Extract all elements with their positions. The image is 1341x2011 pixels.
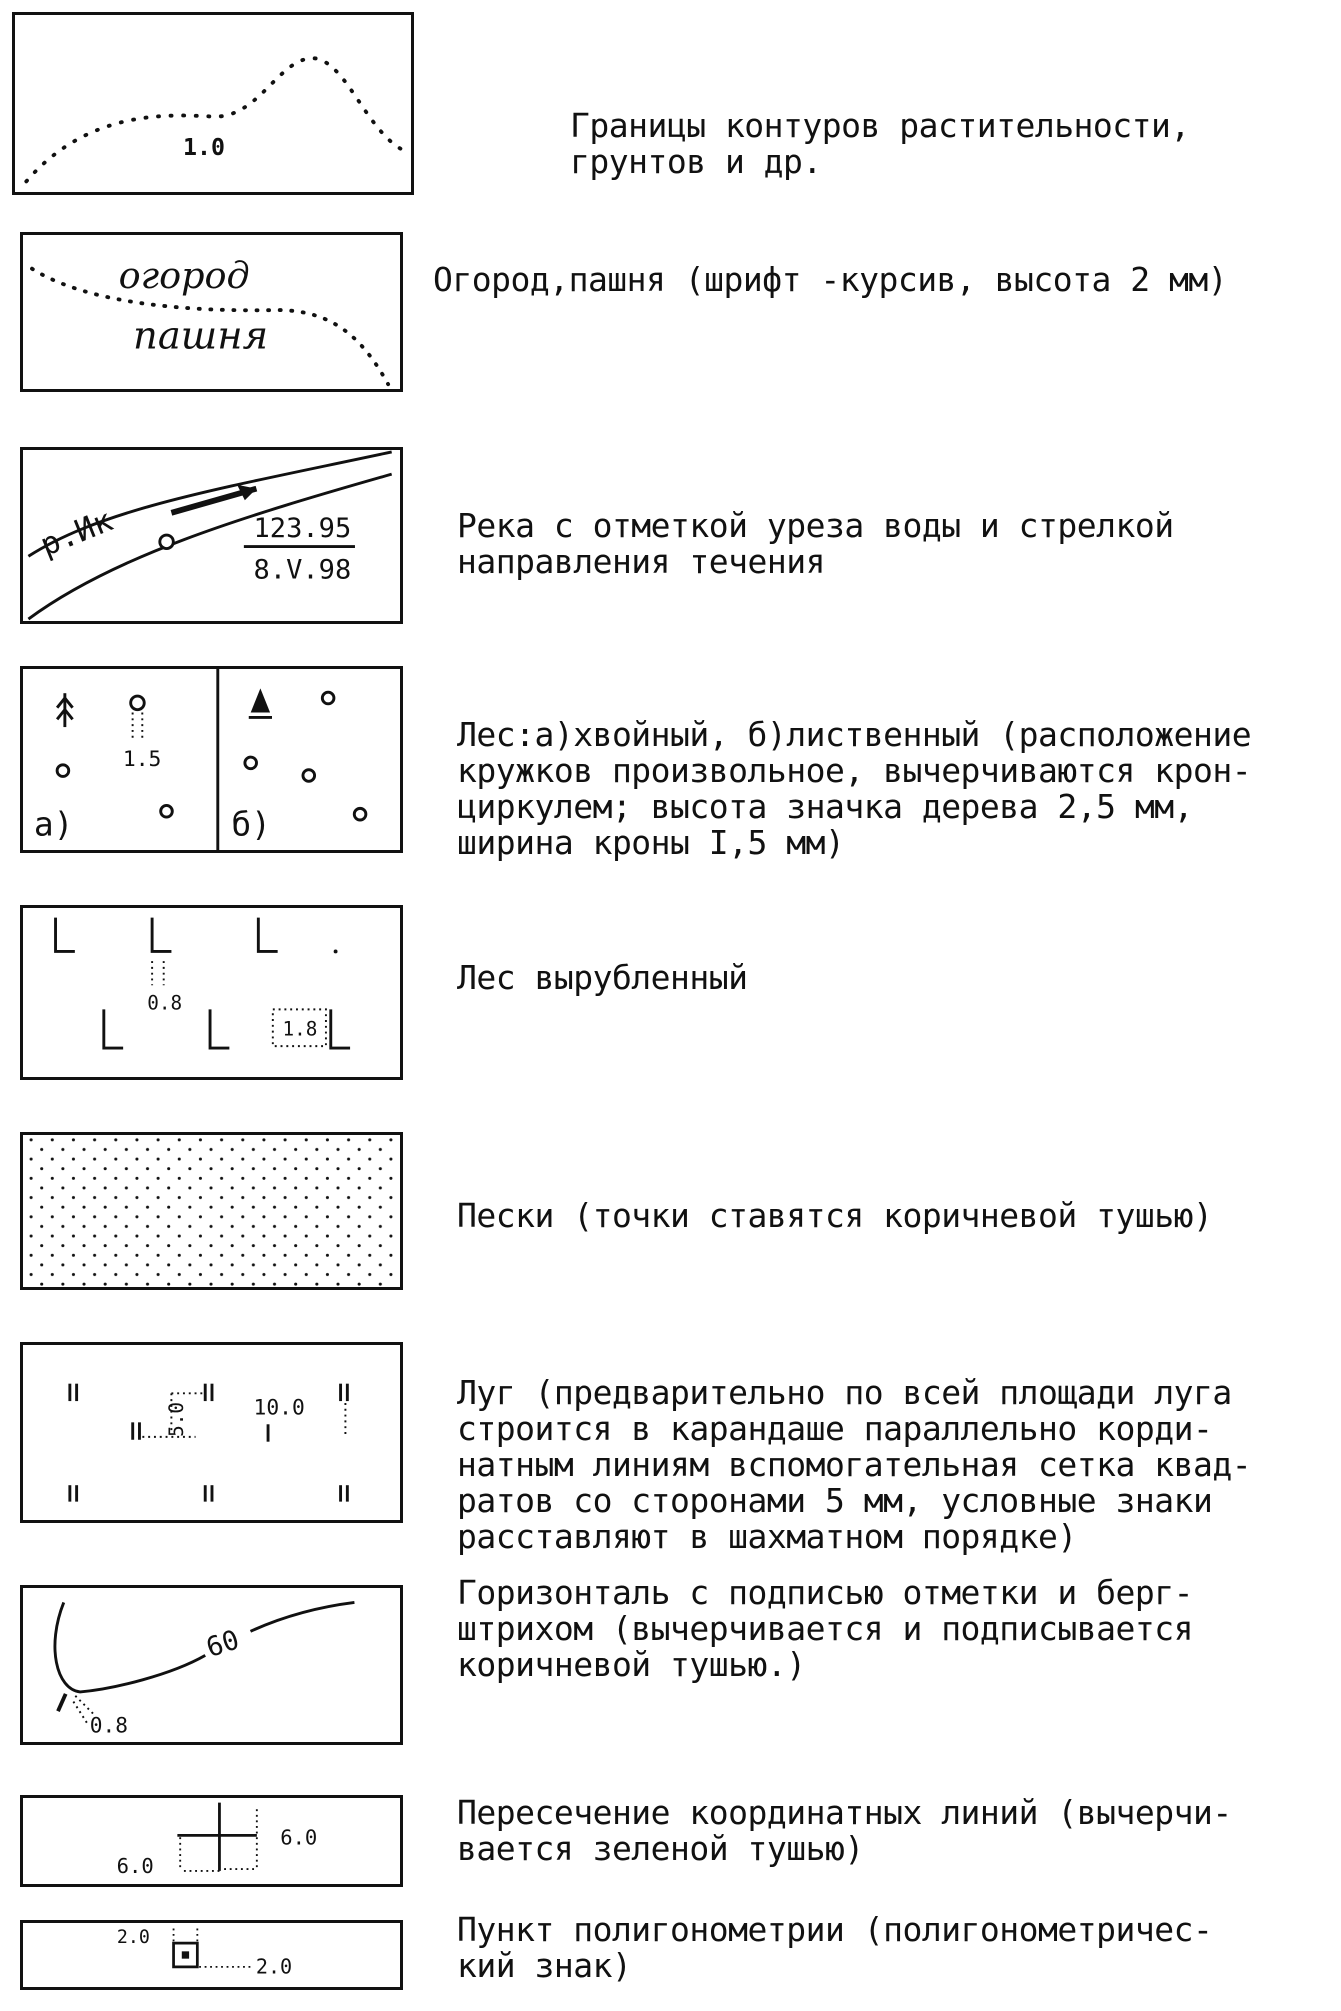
symbol-label: 60 — [202, 1624, 244, 1664]
symbol-label: 0.8 — [89, 1712, 128, 1738]
symbol-label: 1.8 — [282, 1017, 318, 1041]
felled-forest-icon — [23, 908, 400, 1077]
symbol-label: 123.95 — [253, 512, 352, 544]
symbol-polygonometry-point — [20, 1920, 403, 1990]
symbol-river — [20, 447, 403, 624]
symbol-forest — [20, 666, 403, 853]
symbol-label: 6.0 — [280, 1825, 318, 1850]
contour-line-icon — [23, 1588, 400, 1742]
symbol-felled-forest — [20, 905, 403, 1080]
legend-description: Лес вырубленный — [457, 958, 748, 997]
grid-cross-icon — [23, 1798, 400, 1884]
symbol-garden-field — [20, 232, 403, 392]
symbol-grid-crossing — [20, 1795, 403, 1887]
symbol-contour-line — [20, 1585, 403, 1745]
river-icon — [23, 450, 400, 621]
symbol-label: р.Ик — [35, 502, 118, 564]
symbol-label: 2.0 — [116, 1927, 150, 1949]
legend-description: Границы контуров растительности, грунтов и др. — [570, 106, 1190, 181]
legend-description: Пески (точки ставятся коричневой тушью) — [457, 1196, 1213, 1235]
symbol-label: 6.0 — [116, 1853, 154, 1878]
symbol-label: огород — [118, 253, 250, 297]
symbol-sands — [20, 1132, 403, 1290]
legend-description: Горизонталь с подписью отметки и берг- штрихом (вычерчивается и подписывается коричневой тушью.) — [457, 1573, 1193, 1684]
dotted-border-icon — [23, 235, 400, 389]
legend-description: Огород,пашня (шрифт -курсив, высота 2 мм) — [433, 260, 1228, 299]
symbol-label: пашня — [133, 313, 269, 359]
forest-icon — [23, 669, 400, 850]
symbol-label: а) — [33, 804, 74, 844]
symbol-label: 1.5 — [122, 746, 162, 772]
symbol-meadow — [20, 1342, 403, 1523]
legend-description: Луг (предварительно по всей площади луга строится в карандаше параллельно корди- натным линиям вспомогательная сетка квад- ратов со сторонами 5 мм, условные знаки расставляют в шахматном порядке) — [457, 1373, 1252, 1556]
meadow-icon — [23, 1345, 400, 1520]
legend-description: Лес:а)хвойный, б)лиственный (расположение кружков произвольное, вычерчиваются крон- циркулем; высота значка дерева 2,5 мм, ширина кроны I,5 мм) — [457, 715, 1252, 862]
symbol-vegetation-border — [12, 12, 414, 195]
legend-description: Пересечение координатных линий (вычерчи- вается зеленой тушью) — [457, 1793, 1232, 1868]
polygonometry-point-icon — [23, 1923, 400, 1987]
dotted-border-icon — [15, 15, 411, 192]
legend-description: Пункт полигонометрии (полигонометричес- кий знак) — [457, 1910, 1213, 1985]
symbol-label: б) — [231, 804, 271, 844]
symbol-label: 0.8 — [147, 991, 183, 1015]
sand-dots-icon — [23, 1135, 400, 1287]
symbol-label: 2.0 — [255, 1954, 293, 1979]
symbol-label: 5.0 — [164, 1401, 188, 1437]
legend-description: Река с отметкой уреза воды и стрелкой направления течения — [457, 506, 1174, 581]
symbol-label: 1.0 — [183, 134, 225, 162]
symbol-label: 10.0 — [253, 1395, 305, 1421]
symbol-label: 8.V.98 — [253, 554, 352, 586]
